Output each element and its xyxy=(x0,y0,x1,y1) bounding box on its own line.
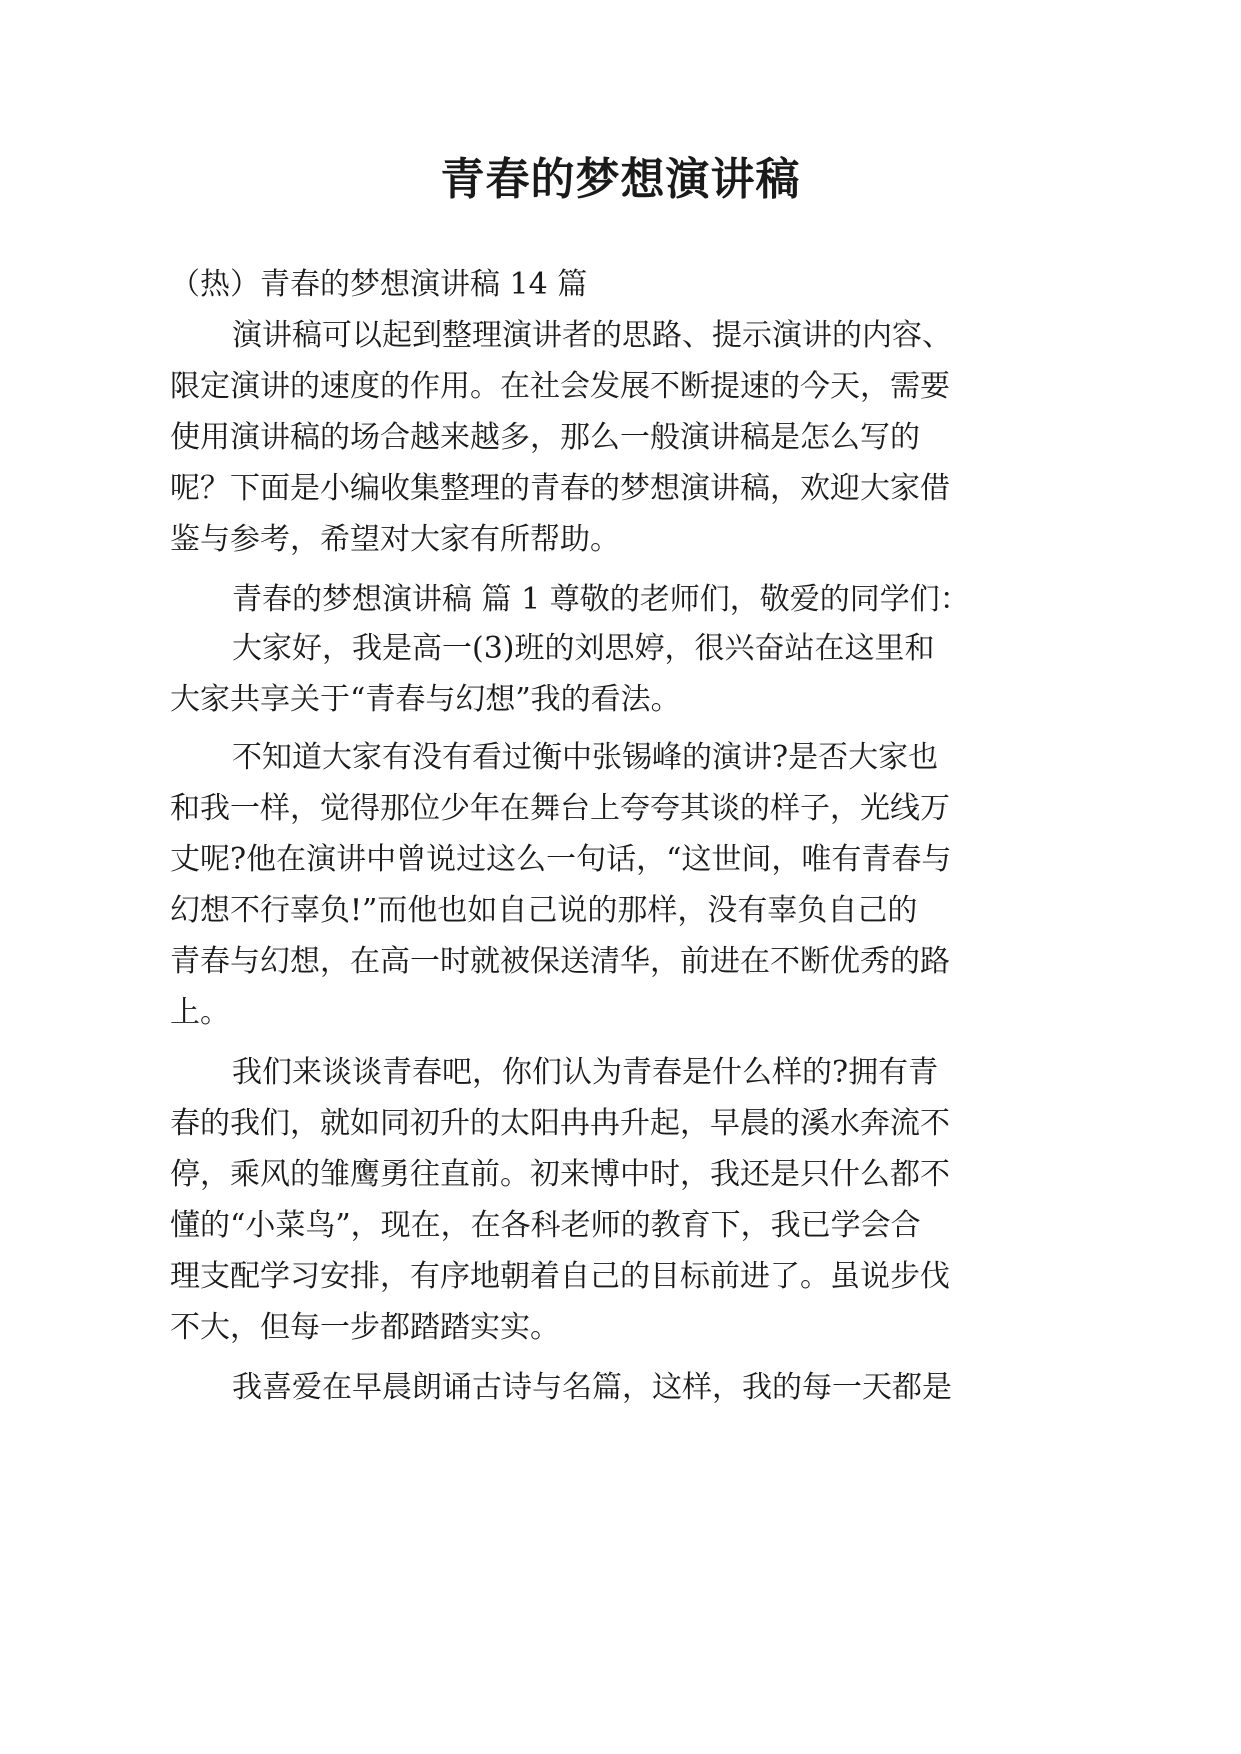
paragraph-line: 上。 xyxy=(170,995,230,1030)
paragraph-line: 停，乘风的雏鹰勇往直前。初来博中时，我还是只什么都不 xyxy=(170,1157,950,1192)
paragraph-line: 丈呢?他在演讲中曾说过这么一句话，“这世间，唯有青春与 xyxy=(170,842,952,877)
paragraph-line: 使用演讲稿的场合越来越多，那么一般演讲稿是怎么写的 xyxy=(170,420,920,455)
paragraph-line: 鉴与参考，希望对大家有所帮助。 xyxy=(170,522,620,557)
document-title: 青春的梦想演讲稿 xyxy=(440,154,801,205)
paragraph-line: 限定演讲的速度的作用。在社会发展不断提速的今天，需要 xyxy=(170,369,950,404)
paragraph-line: 春的我们，就如同初升的太阳冉冉升起，早晨的溪水奔流不 xyxy=(170,1106,950,1141)
paragraph-line: 理支配学习安排，有序地朝着自己的目标前进了。虽说步伐 xyxy=(170,1259,950,1294)
paragraph-line: 大家好，我是高一(3)班的刘思婷，很兴奋站在这里和 xyxy=(232,631,935,666)
paragraph-line: 幻想不行辜负!”而他也如自己说的那样，没有辜负自己的 xyxy=(170,893,918,928)
paragraph-line: 懂的“小菜鸟”，现在，在各科老师的教育下，我已学会合 xyxy=(170,1208,921,1243)
paragraph-line: 青春的梦想演讲稿 篇 1 尊敬的老师们，敬爱的同学们： xyxy=(232,582,970,617)
paragraph-line: 不大，但每一步都踏踏实实。 xyxy=(170,1310,560,1345)
subtitle-line: （热）青春的梦想演讲稿 14 篇 xyxy=(170,267,588,302)
paragraph-line: 和我一样，觉得那位少年在舞台上夸夸其谈的样子，光线万 xyxy=(170,791,950,826)
paragraph-line: 我们来谈谈青春吧，你们认为青春是什么样的?拥有青 xyxy=(232,1055,939,1090)
paragraph-line: 呢？下面是小编收集整理的青春的梦想演讲稿，欢迎大家借 xyxy=(170,471,950,506)
paragraph-line: 大家共享关于“青春与幻想”我的看法。 xyxy=(170,682,681,717)
paragraph-line: 青春与幻想，在高一时就被保送清华，前进在不断优秀的路 xyxy=(170,944,950,979)
paragraph-line: 我喜爱在早晨朗诵古诗与名篇，这样，我的每一天都是 xyxy=(232,1370,952,1405)
paragraph-line: 演讲稿可以起到整理演讲者的思路、提示演讲的内容、 xyxy=(232,318,952,353)
paragraph-line: 不知道大家有没有看过衡中张锡峰的演讲?是否大家也 xyxy=(232,740,939,775)
